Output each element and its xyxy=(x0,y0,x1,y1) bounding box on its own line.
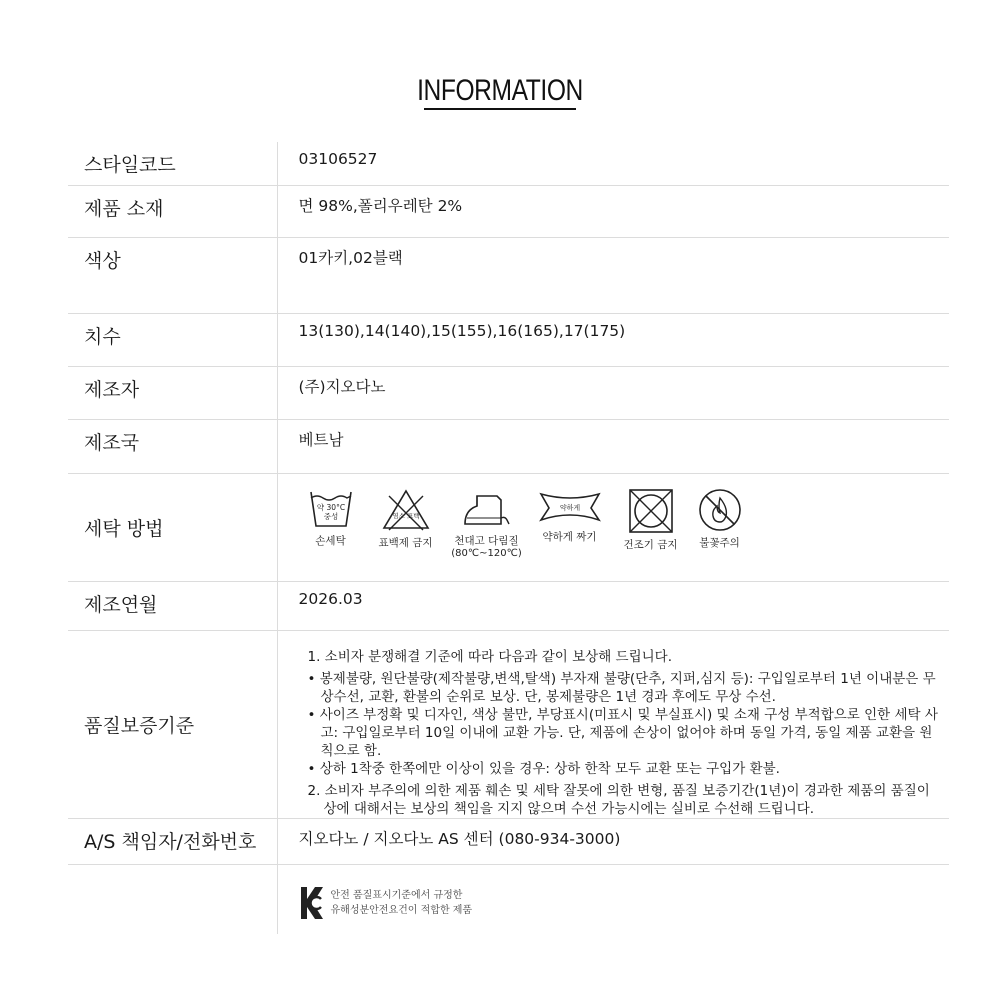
icon-label: 천대고 다림질 xyxy=(454,534,519,547)
icon-label: 건조기 금지 xyxy=(623,538,678,551)
no-bleach-text: 염소 표백 xyxy=(391,511,420,520)
page-title: INFORMATION xyxy=(417,74,583,107)
gentle-wring-text: 약하게 xyxy=(559,503,580,512)
iron-icon xyxy=(446,488,528,559)
kc-mark-icon xyxy=(299,885,325,921)
quality-bullet: • 봉제불량, 원단불량(제작불량,변색,탈색) 부자재 불량(단추, 지퍼,심지 등): 구입일로부터 1년 이내분은 무상수선, 교환, 환불의 순위로 보상. 단, 봉제불량은 1년 경과 후에도 무상 수선. xyxy=(307,670,936,705)
quality-item-1: 1. 소비자 분쟁해결 기준에 따라 다음과 같이 보상해 드립니다. xyxy=(307,648,672,665)
row-maker xyxy=(68,366,949,419)
row-value: 2026.03 xyxy=(277,581,949,630)
hand-wash-icon xyxy=(296,488,366,548)
row-label: 제조연월 xyxy=(68,581,277,630)
icon-label: 표백제 금지 xyxy=(378,536,433,549)
row-as xyxy=(68,818,949,864)
row-label: 제조자 xyxy=(68,366,277,419)
kc-cert xyxy=(277,864,949,934)
row-kc xyxy=(68,864,949,934)
row-wash xyxy=(68,473,949,581)
row-value: 면 98%,폴리우레탄 2% xyxy=(277,185,949,237)
quality-item-2: 2. 소비자 부주의에 의한 제품 훼손 및 세탁 잘못에 의한 변형, 품질 보증기간(1년)이 경과한 제품의 품질이상에 대해서는 보상의 책임을 지지 않으며 수선 가능시에는 실비로 수선해 드립니다. xyxy=(307,782,930,817)
hand-wash-detergent: 중성 xyxy=(323,511,338,521)
row-label: 품질보증기준 xyxy=(68,630,277,818)
row-style-code xyxy=(68,142,949,185)
row-value: (주)지오다노 xyxy=(277,366,949,419)
quality-text xyxy=(277,630,949,818)
row-label: A/S 책임자/전화번호 xyxy=(68,818,277,864)
row-value: 13(130),14(140),15(155),16(165),17(175) xyxy=(277,313,949,366)
row-label: 스타일코드 xyxy=(68,142,277,185)
row-label: 치수 xyxy=(68,313,277,366)
row-color xyxy=(68,237,949,313)
row-value: 지오다노 / 지오다노 AS 센터 (080-934-3000) xyxy=(277,818,949,864)
title-underline xyxy=(424,108,576,110)
flame-caution-icon xyxy=(690,488,750,550)
wash-icons xyxy=(277,473,949,581)
row-label: 세탁 방법 xyxy=(68,473,277,581)
row-label: 색상 xyxy=(68,237,277,313)
quality-bullet: • 사이즈 부정확 및 디자인, 색상 불만, 부당표시(미표시 및 부실표시) 및 소재 구성 부적합으로 인한 세탁 사고: 구입일로부터 10일 이내에 교환 가능. 단, 제품에 손상이 없어야 하며 동일 가격, 동일 제품 교환을 원칙으로 함. xyxy=(307,706,938,759)
icon-label: 불꽃주의 xyxy=(699,536,740,549)
quality-bullet: • 상하 1착중 한쪽에만 이상이 있을 경우: 상하 한착 모두 교환 또는 구입가 환불. xyxy=(307,760,780,777)
row-label: 제조국 xyxy=(68,419,277,473)
no-tumble-dry-icon xyxy=(612,488,690,552)
icon-sublabel: (80℃~120℃) xyxy=(451,547,522,559)
row-value: 베트남 xyxy=(277,419,949,473)
row-country xyxy=(68,419,949,473)
kc-line-1: 안전 품질표시기준에서 규정한 xyxy=(330,889,463,901)
row-label-empty xyxy=(68,864,277,934)
row-value: 01카키,02블랙 xyxy=(277,237,949,313)
gentle-wring-icon xyxy=(528,488,612,544)
kc-line-2: 유해성분안전요건이 적합한 제품 xyxy=(330,904,473,916)
no-bleach-icon xyxy=(366,488,446,550)
row-quality xyxy=(68,630,949,818)
row-value: 03106527 xyxy=(277,142,949,185)
row-label: 제품 소재 xyxy=(68,185,277,237)
row-material xyxy=(68,185,949,237)
icon-label: 약하게 짜기 xyxy=(542,530,597,543)
hand-wash-temp: 약 30°C xyxy=(316,502,345,512)
info-table xyxy=(68,142,949,934)
row-date xyxy=(68,581,949,630)
icon-label: 손세탁 xyxy=(315,534,346,547)
row-size xyxy=(68,313,949,366)
